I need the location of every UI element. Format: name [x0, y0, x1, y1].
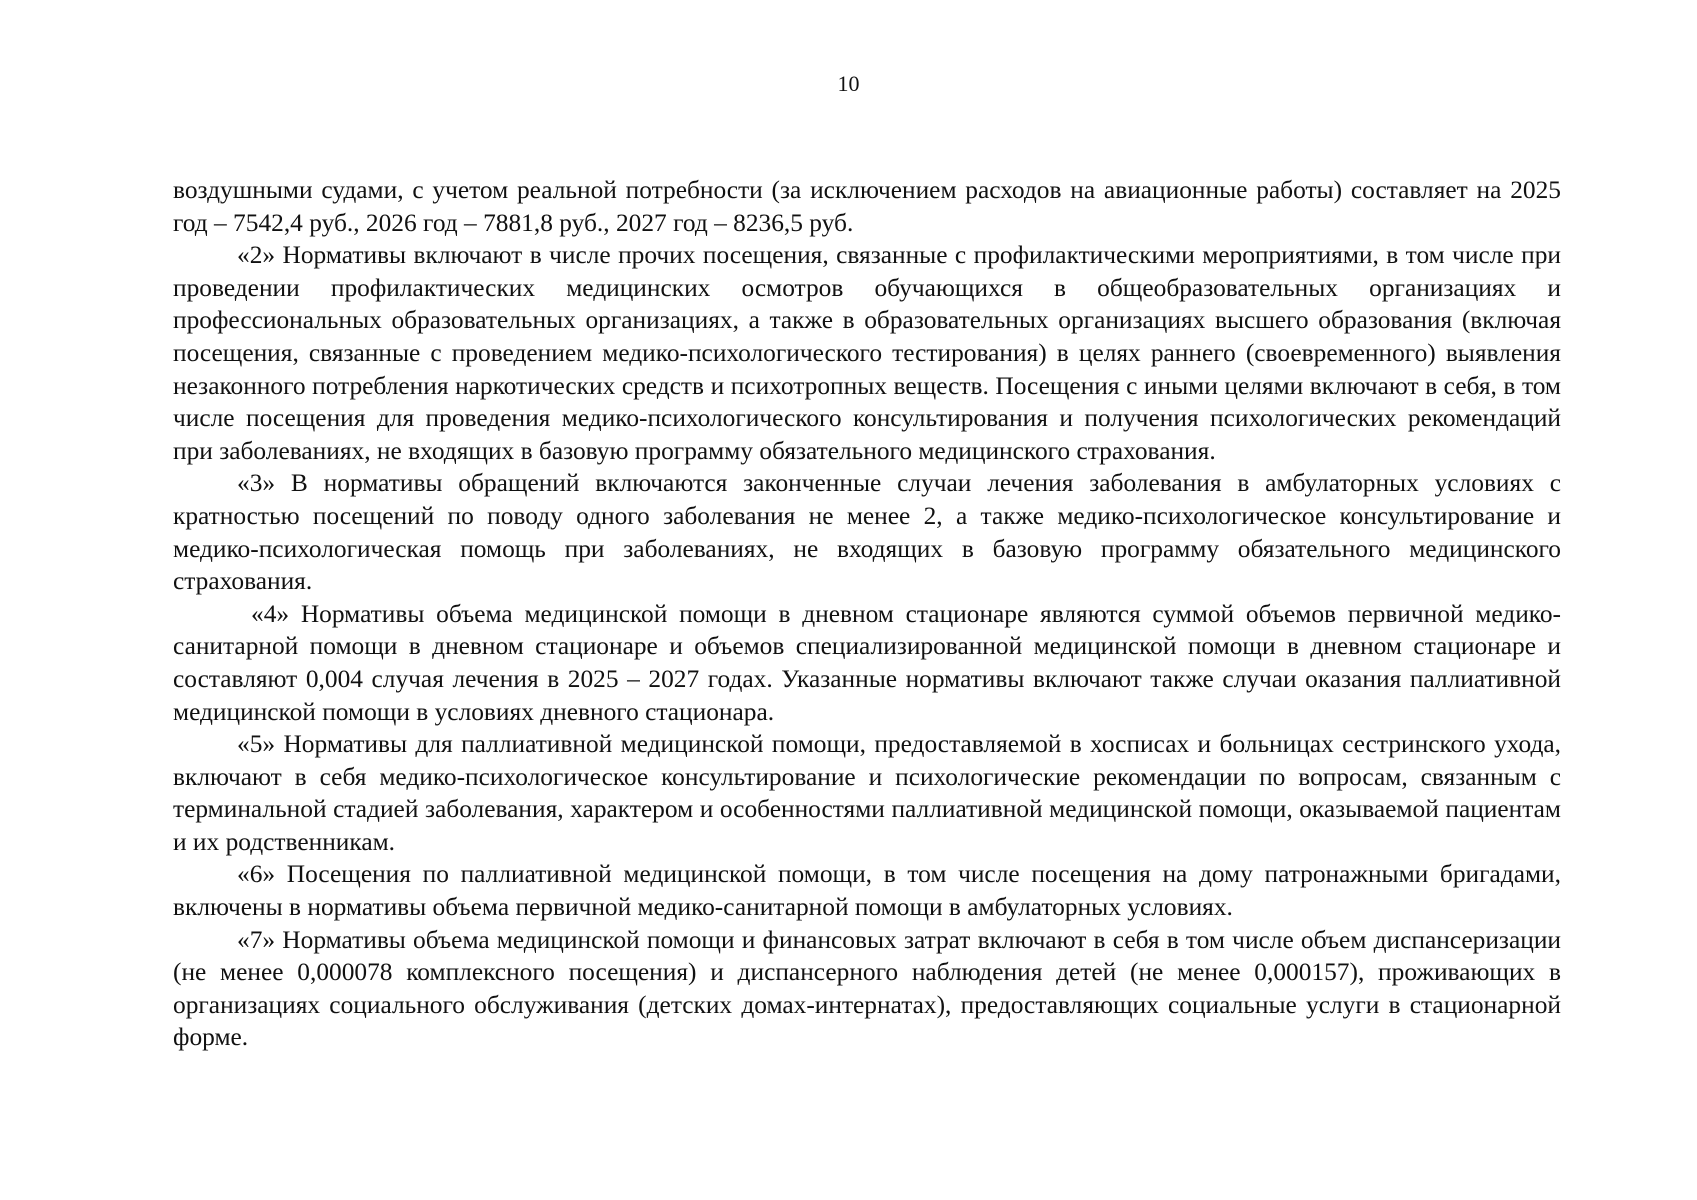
footnote-5-paragraph: «5» Нормативы для паллиативной медицинской помощи, предоставляемой в хосписах и больницах сестринского ухода, включают в себя медико-психологическое консультирование и психологические рекомендации по вопросам, связанным с терминальной стадией заболевания, характером и особенностями паллиативной медицинской помощи, оказываемой пациентам и их родственникам.	[173, 730, 1561, 856]
page-number: 10	[837, 71, 860, 96]
footnote-4-paragraph: «4» Нормативы объема медицинской помощи в дневном стационаре являются суммой объемов первичной медико-санитарной помощи в дневном стационаре и объемов специализированной медицинской помощи в дневном стационаре и составляют 0,004 случая лечения в 2025 – 2027 годах. Указанные нормативы включают также случаи оказания паллиативной медицинской помощи в условиях дневного стационара.	[173, 599, 1561, 726]
footnote-3-paragraph: «3» В нормативы обращений включаются законченные случаи лечения заболевания в амбулаторных условиях с кратностью посещений по поводу одного заболевания не менее 2, а также медико-психологическое консультирование и медико-психологическая помощь при заболеваниях, не входящих в базовую программу обязательного медицинского страхования.	[173, 469, 1561, 596]
document-body	[173, 174, 1561, 1054]
footnote-7-paragraph: «7» Нормативы объема медицинской помощи и финансовых затрат включают в себя в том числе объем диспансеризации (не менее 0,000078 комплексного посещения) и диспансерного наблюдения детей (не менее 0,000157), проживающих в организациях социального обслуживания (детских домах-интернатах), предоставляющих социальные услуги в стационарной форме.	[173, 925, 1561, 1052]
footnote-6-paragraph: «6» Посещения по паллиативной медицинской помощи, в том числе посещения на дому патронажными бригадами, включены в нормативы объема первичной медико-санитарной помощи в амбулаторных условиях.	[173, 860, 1561, 922]
paragraph-continuation: воздушными судами, с учетом реальной потребности (за исключением расходов на авиационные работы) составляет на 2025 год – 7542,4 руб., 2026 год – 7881,8 руб., 2027 год – 8236,5 руб.	[173, 176, 1561, 237]
footnote-2-paragraph: «2» Нормативы включают в числе прочих посещения, связанные с профилактическими мероприятиями, в том числе при проведении профилактических медицинских осмотров обучающихся в общеобразовательных организациях и профессиональных образовательных организациях, а также в образовательных организациях высшего образования (включая посещения, связанные с проведением медико-психологического тестирования) в целях раннего (своевременного) выявления незаконного потребления наркотических средств и психотропных веществ. Посещения с иными целями включают в себя, в том числе посещения для проведения медико-психологического консультирования и получения психологических рекомендаций при заболеваниях, не входящих в базовую программу обязательного медицинского страхования.	[173, 241, 1561, 465]
